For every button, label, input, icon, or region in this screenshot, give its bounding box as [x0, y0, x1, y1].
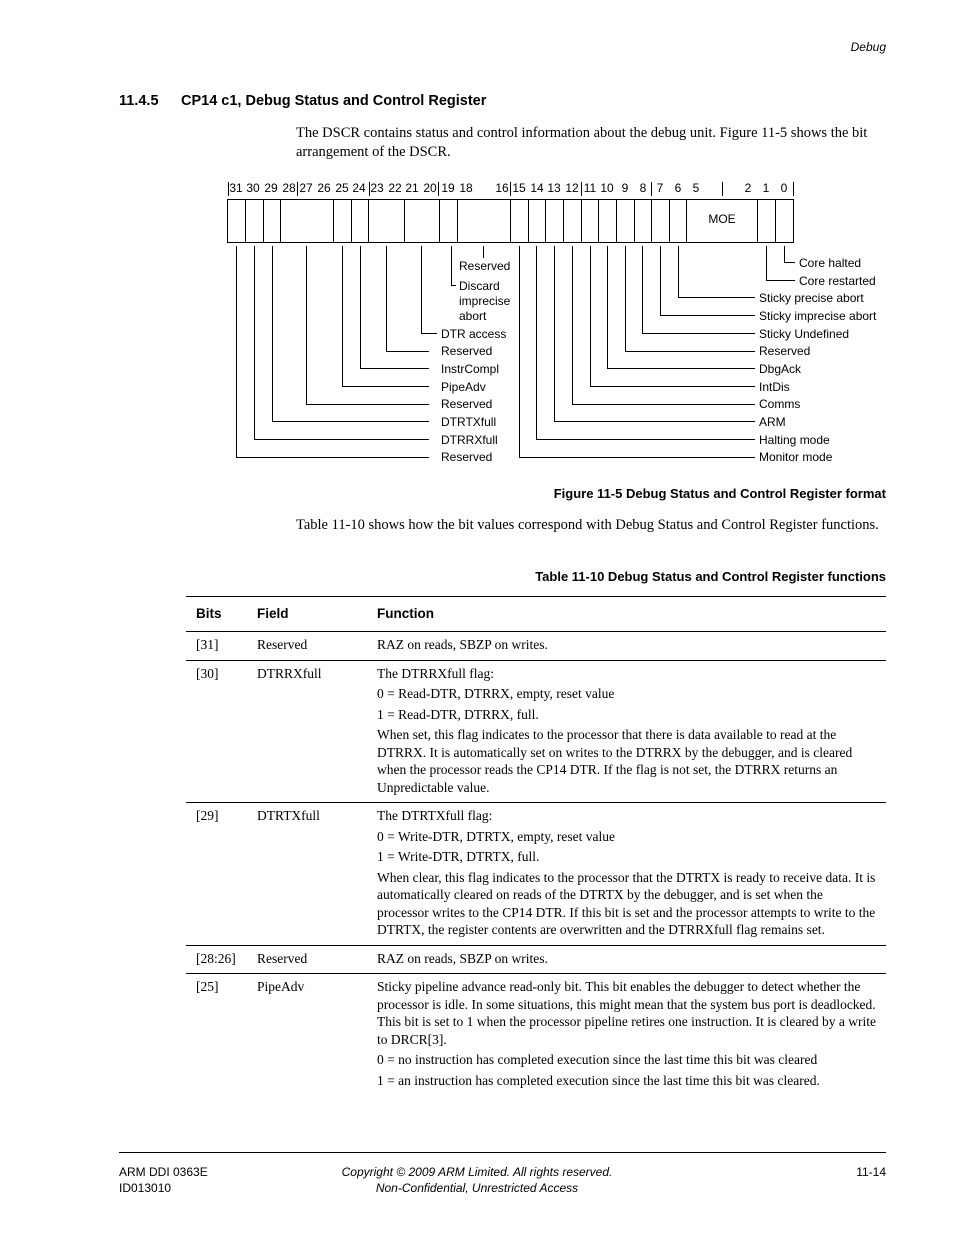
- bit-number-13: 13: [547, 181, 561, 195]
- function-text: The DTRTXfull flag:: [377, 808, 493, 823]
- cell-function: [367, 945, 886, 974]
- leader-line: [679, 246, 756, 298]
- leader-line: [273, 246, 430, 422]
- label-dtrrxfull: DTRRXfull: [441, 433, 498, 447]
- moe-label: MOE: [708, 212, 736, 226]
- table-row: [186, 803, 886, 946]
- leader-line: [767, 246, 796, 281]
- footer-left: [119, 1164, 208, 1196]
- function-text: When set, this flag indicates to the processor that there is data available to read at the DTRRX. It is automatically set on writes to the DTRRX by the debugger, and is cleared when the processor reads the CP14 DTR. If the flag is not set, the DTRRX returns an Unpredictable value.: [377, 727, 853, 795]
- section-number: 11.4.5: [119, 93, 159, 109]
- label-sticky-precise-abort: Sticky precise abort: [759, 291, 864, 305]
- footer-rule: [119, 1152, 886, 1153]
- footer-copyright: Copyright © 2009 ARM Limited. All rights reserved.: [341, 1165, 613, 1179]
- bit-number-28: 28: [282, 181, 296, 195]
- label-pipeadv: PipeAdv: [441, 380, 486, 394]
- function-text: 1 = an instruction has completed execution since the last time this bit was cleared.: [377, 1072, 820, 1088]
- label-comms: Comms: [759, 397, 801, 411]
- function-text: 1 = Read-DTR, DTRRX, full.: [377, 706, 539, 722]
- label-halting-mode: Halting mode: [759, 433, 830, 447]
- header-field: Field: [247, 597, 367, 632]
- table-row: [186, 632, 886, 661]
- cell-bits: [31]: [186, 632, 247, 661]
- label-sticky-undefined: Sticky Undefined: [759, 327, 850, 341]
- bit-number-6: 6: [674, 181, 682, 195]
- function-text: 0 = no instruction has completed execution since the last time this bit was cleared: [377, 1052, 818, 1067]
- bit-number-9: 9: [621, 181, 629, 195]
- leader-line: [343, 246, 430, 387]
- leader-line: [608, 246, 756, 369]
- label-core-halted: Core halted: [799, 256, 862, 270]
- table-intro-paragraph: Table 11-10 shows how the bit values correspond with Debug Status and Control Register functions.: [296, 517, 879, 533]
- bit-number-20: 20: [423, 181, 437, 195]
- bit-number-25: 25: [335, 181, 349, 195]
- cell-field: PipeAdv: [257, 979, 305, 994]
- cell-bits: [30]: [186, 660, 247, 803]
- figure-caption: Figure 11-5 Debug Status and Control Register format: [553, 486, 886, 501]
- cell-field: DTRTXfull: [247, 803, 367, 946]
- label-discard-line2: imprecise: [459, 294, 511, 308]
- footer-center: [300, 1164, 654, 1196]
- bit-boundary-ticks: [229, 182, 794, 196]
- function-text: RAZ on reads, SBZP on writes.: [377, 637, 548, 652]
- label-dtr-access: DTR access: [441, 327, 507, 341]
- bit-number-0: 0: [780, 181, 788, 195]
- bit-number-8: 8: [639, 181, 647, 195]
- leader-line: [537, 246, 756, 440]
- footer-issue-id: ID013010: [119, 1181, 172, 1195]
- leader-line: [573, 246, 756, 405]
- leader-line: [361, 246, 430, 369]
- cell-function: [367, 660, 886, 803]
- label-monitor-mode: Monitor mode: [759, 450, 833, 464]
- label-reserved-18-16: Reserved: [459, 259, 511, 273]
- cell-bits: [28:26]: [186, 945, 247, 974]
- label-sticky-imprecise-abort: Sticky imprecise abort: [759, 309, 877, 323]
- label-reserved-31: Reserved: [441, 450, 493, 464]
- footer-access: Non-Confidential, Unrestricted Access: [375, 1181, 579, 1195]
- bit-number-2: 2: [744, 181, 752, 195]
- cell-field: DTRRXfull: [247, 660, 367, 803]
- cell-bits: [25]: [196, 979, 219, 994]
- function-text: 1 = Write-DTR, DTRTX, full.: [377, 849, 540, 864]
- cell-function: [367, 632, 886, 661]
- footer-page-number: 11-14: [856, 1165, 886, 1179]
- label-dtrtxfull: DTRTXfull: [441, 415, 497, 429]
- leader-line: [785, 246, 796, 263]
- table-row: [186, 974, 886, 1096]
- intro-paragraph: The DSCR contains status and control information about the debug unit. Figure 11-5 shows the bit arrangement of the DSCR.: [296, 125, 868, 160]
- label-arm: ARM: [759, 415, 786, 429]
- bit-number-29: 29: [264, 181, 278, 195]
- label-instrcompl: InstrCompl: [441, 362, 500, 376]
- bit-number-31: 31: [229, 181, 243, 195]
- function-text: Sticky pipeline advance read-only bit. This bit enables the debugger to detect whether the processor is idle. In some situations, this might mean that the system bus port is deadlocked. This bit is set to 1 when the processor pipeline retires one instruction. It is cleared by a write to DRCR[3].: [377, 979, 876, 1047]
- bit-number-10: 10: [600, 181, 614, 195]
- bit-number-14: 14: [530, 181, 544, 195]
- header-function: Function: [367, 597, 886, 632]
- bit-number-22: 22: [388, 181, 402, 195]
- label-core-restarted: Core restarted: [799, 274, 876, 288]
- table-header-row: [186, 597, 886, 632]
- table-row: [186, 945, 886, 974]
- leader-line: [387, 246, 430, 352]
- bit-number-27: 27: [299, 181, 313, 195]
- label-reserved-23-22: Reserved: [441, 344, 493, 358]
- function-text: 0 = Read-DTR, DTRRX, empty, reset value: [377, 686, 615, 701]
- bit-number-21: 21: [405, 181, 419, 195]
- bit-number-19: 19: [441, 181, 455, 195]
- field-dividers: [246, 200, 776, 242]
- bit-number-11: 11: [583, 181, 597, 195]
- bit-number-24: 24: [352, 181, 366, 195]
- bit-number-23: 23: [370, 181, 384, 195]
- cell-field: Reserved: [247, 945, 367, 974]
- label-intdis: IntDis: [759, 380, 790, 394]
- cell-bits: [29]: [186, 803, 247, 946]
- leader-line: [661, 246, 756, 316]
- bit-number-18: 18: [459, 181, 473, 195]
- label-reserved-28-26: Reserved: [441, 397, 493, 411]
- label-dbgack: DbgAck: [759, 362, 802, 376]
- function-text: When clear, this flag indicates to the processor that the DTRTX is ready to receive data. It is automatically cleared on reads of the DTRTX by the debugger, and is set when the processor writes to the CP14 DTR. If this bit is set and the processor attempts to write to the DTRTX, the register contents are overwritten and the DTRRXfull flag remains set.: [377, 869, 876, 937]
- dscr-bit-diagram: [0, 0, 954, 480]
- table-row: [186, 660, 886, 803]
- cell-field: Reserved: [247, 632, 367, 661]
- table-caption: Table 11-10 Debug Status and Control Register functions: [535, 569, 886, 584]
- cell-function: [367, 974, 886, 1096]
- bit-number-15: 15: [512, 181, 526, 195]
- footer-doc-id: ARM DDI 0363E: [119, 1165, 208, 1179]
- leader-line: [591, 246, 756, 387]
- bit-number-1: 1: [762, 181, 770, 195]
- bit-number-5: 5: [692, 181, 700, 195]
- label-reserved-9: Reserved: [759, 344, 811, 358]
- label-discard-line1: Discard: [459, 279, 500, 293]
- function-text: The DTRRXfull flag:: [377, 665, 494, 681]
- bit-numbers: [229, 181, 787, 195]
- leader-line: [452, 246, 457, 286]
- bit-number-30: 30: [246, 181, 260, 195]
- leader-line: [626, 246, 756, 352]
- leader-line: [307, 246, 430, 405]
- section-title: CP14 c1, Debug Status and Control Register: [181, 93, 487, 109]
- function-text: RAZ on reads, SBZP on writes.: [377, 950, 548, 966]
- bit-number-12: 12: [565, 181, 579, 195]
- bit-number-7: 7: [656, 181, 664, 195]
- leader-line: [643, 246, 756, 334]
- leader-line: [422, 246, 438, 334]
- running-header: Debug: [850, 40, 886, 54]
- leader-lines: [237, 246, 796, 458]
- bit-number-26: 26: [317, 181, 331, 195]
- label-discard-line3: abort: [459, 309, 487, 323]
- cell-function: [367, 803, 886, 946]
- bit-number-16: 16: [495, 181, 509, 195]
- function-text: 0 = Write-DTR, DTRTX, empty, reset value: [377, 828, 615, 844]
- header-bits: Bits: [186, 597, 247, 632]
- leader-line: [255, 246, 430, 440]
- dscr-functions-table: [186, 596, 886, 1095]
